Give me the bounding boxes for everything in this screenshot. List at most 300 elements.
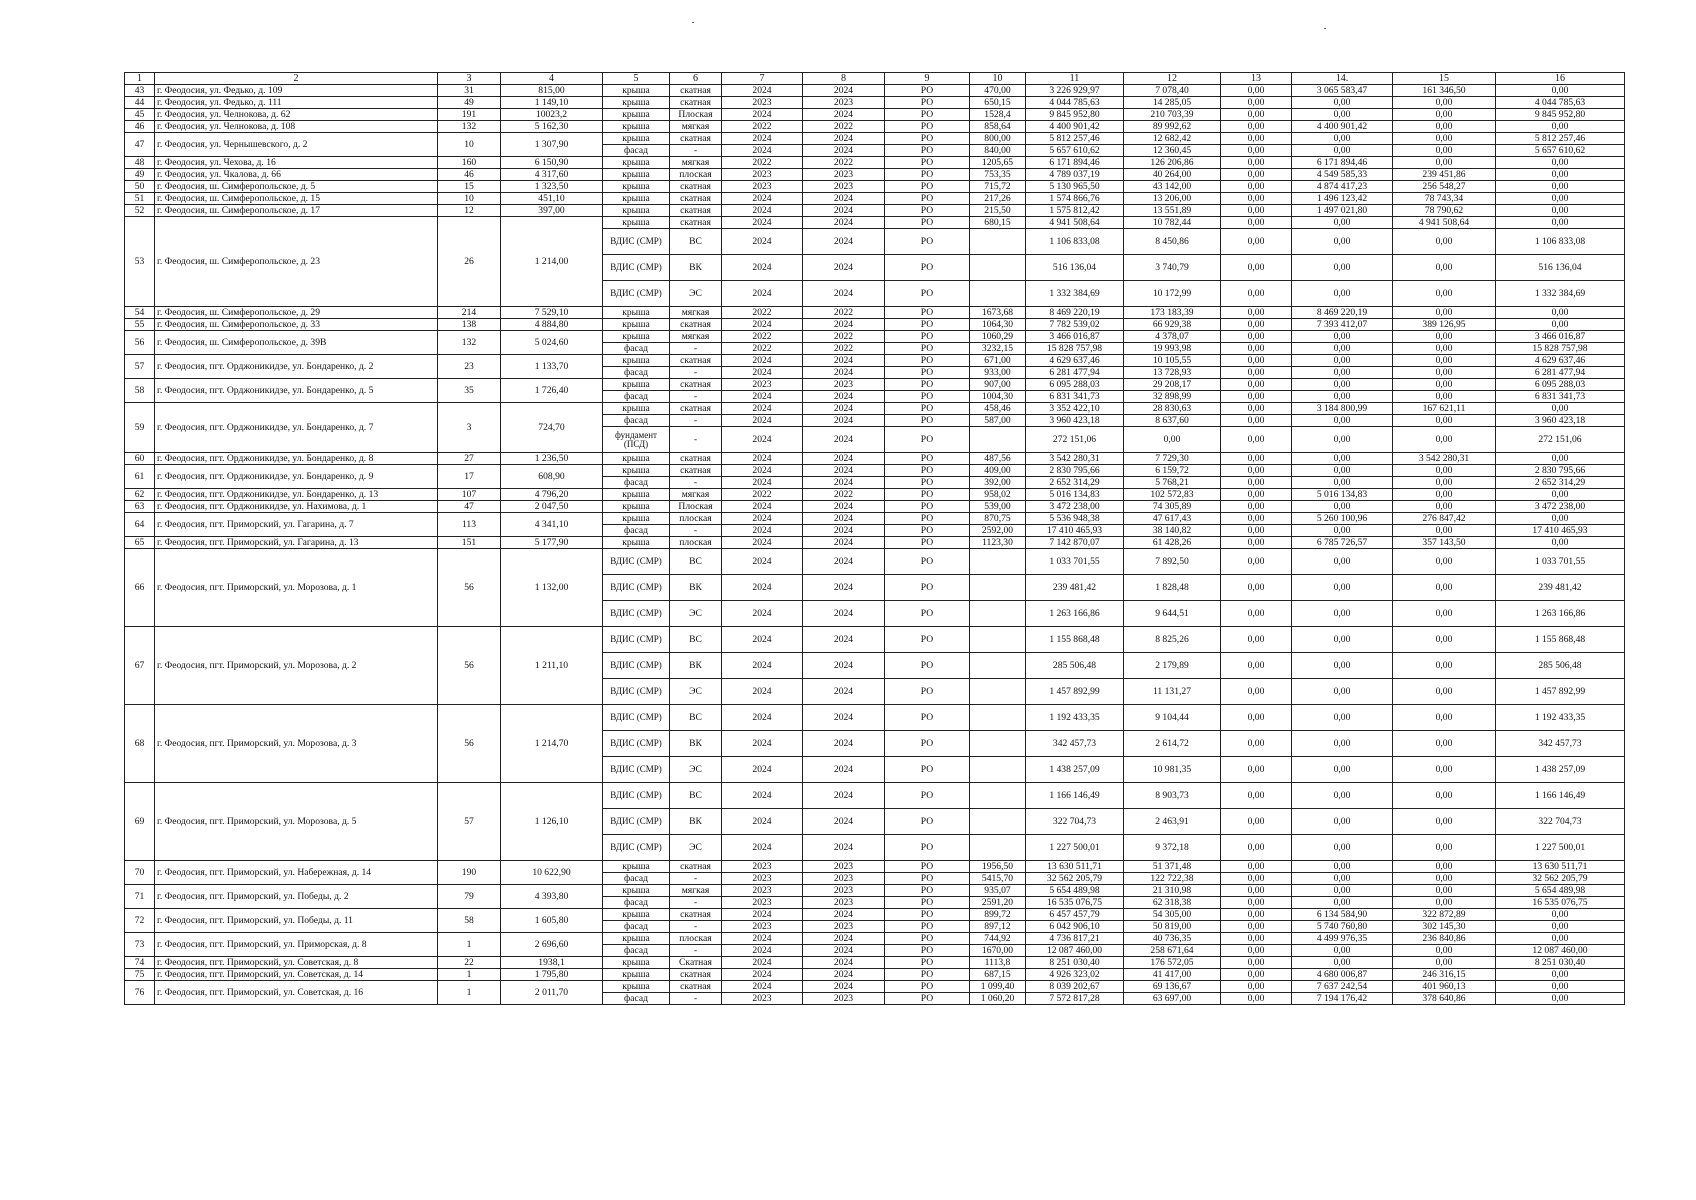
- fund-federal-cell: 0,00: [1221, 331, 1292, 343]
- table-row: [125, 783, 1625, 809]
- fund-owner-cell: 0,00: [1496, 981, 1625, 993]
- area-cell: 899,72: [970, 909, 1026, 921]
- year-start-cell: 2023: [722, 861, 803, 873]
- area-cell: 1673,68: [970, 307, 1026, 319]
- fund-federal-cell: 0,00: [1221, 307, 1292, 319]
- fund-local-cell: 302 145,30: [1393, 921, 1496, 933]
- area-cell: 671,00: [970, 355, 1026, 367]
- fund-owner-cell: 0,00: [1496, 307, 1625, 319]
- column-number-cell: 16: [1496, 73, 1625, 85]
- fund-owner-cell: 342 457,73: [1496, 731, 1625, 757]
- residents-cell: 12: [438, 205, 501, 217]
- cost-per-unit-cell: 8 450,86: [1124, 229, 1221, 255]
- fund-regional-cell: 0,00: [1292, 97, 1393, 109]
- row-number-cell: 67: [125, 627, 155, 705]
- total-cost-cell: 1 106 833,08: [1026, 229, 1124, 255]
- year-end-cell: 2022: [803, 343, 885, 355]
- residents-cell: 35: [438, 379, 501, 403]
- work-subtype-cell: скатная: [670, 193, 722, 205]
- area-cell: 1 060,20: [970, 993, 1026, 1005]
- address-cell: г. Феодосия, пгт. Приморский, ул. Советская, д. 8: [155, 957, 438, 969]
- year-end-cell: 2024: [803, 945, 885, 957]
- work-type-cell: ВДИС (СМР): [603, 281, 670, 307]
- work-subtype-cell: Плоская: [670, 109, 722, 121]
- area-cell: [970, 835, 1026, 861]
- work-subtype-cell: ВК: [670, 653, 722, 679]
- fund-federal-cell: 0,00: [1221, 415, 1292, 427]
- total-cost-cell: 4 926 323,02: [1026, 969, 1124, 981]
- fund-local-cell: 0,00: [1393, 281, 1496, 307]
- work-subtype-cell: мягкая: [670, 489, 722, 501]
- area-cell: 458,46: [970, 403, 1026, 415]
- fund-federal-cell: 0,00: [1221, 957, 1292, 969]
- fund-federal-cell: 0,00: [1221, 501, 1292, 513]
- area-cell: 587,00: [970, 415, 1026, 427]
- year-end-cell: 2024: [803, 601, 885, 627]
- fund-regional-cell: 7 393 412,07: [1292, 319, 1393, 331]
- table-row: [125, 205, 1625, 217]
- table-row: [125, 957, 1625, 969]
- cost-per-unit-cell: 7 729,30: [1124, 453, 1221, 465]
- year-end-cell: 2024: [803, 933, 885, 945]
- fund-regional-cell: 0,00: [1292, 453, 1393, 465]
- work-subtype-cell: ВС: [670, 549, 722, 575]
- year-start-cell: 2024: [722, 933, 803, 945]
- cost-per-unit-cell: 8 825,26: [1124, 627, 1221, 653]
- area-cell: 715,72: [970, 181, 1026, 193]
- year-start-cell: 2023: [722, 897, 803, 909]
- year-start-cell: 2024: [722, 133, 803, 145]
- column-number-cell: 5: [603, 73, 670, 85]
- residents-cell: 23: [438, 355, 501, 379]
- source-cell: РО: [885, 281, 970, 307]
- total-cost-cell: 1 575 812,42: [1026, 205, 1124, 217]
- row-number-cell: 74: [125, 957, 155, 969]
- address-cell: г. Феодосия, ш. Симферопольское, д. 17: [155, 205, 438, 217]
- work-subtype-cell: ВС: [670, 627, 722, 653]
- fund-local-cell: 0,00: [1393, 427, 1496, 453]
- work-type-cell: крыша: [603, 133, 670, 145]
- year-start-cell: 2024: [722, 945, 803, 957]
- building-area-cell: 1 132,00: [501, 549, 603, 627]
- year-end-cell: 2024: [803, 513, 885, 525]
- fund-local-cell: 78 743,34: [1393, 193, 1496, 205]
- work-subtype-cell: ВС: [670, 229, 722, 255]
- fund-owner-cell: 1 166 146,49: [1496, 783, 1625, 809]
- fund-owner-cell: 0,00: [1496, 537, 1625, 549]
- year-end-cell: 2024: [803, 969, 885, 981]
- fund-local-cell: 0,00: [1393, 121, 1496, 133]
- year-end-cell: 2023: [803, 379, 885, 391]
- source-cell: РО: [885, 957, 970, 969]
- fund-regional-cell: 0,00: [1292, 145, 1393, 157]
- work-type-cell: крыша: [603, 933, 670, 945]
- fund-regional-cell: 0,00: [1292, 465, 1393, 477]
- work-subtype-cell: -: [670, 367, 722, 379]
- source-cell: РО: [885, 513, 970, 525]
- fund-regional-cell: 0,00: [1292, 945, 1393, 957]
- work-type-cell: фасад: [603, 921, 670, 933]
- cost-per-unit-cell: 8 903,73: [1124, 783, 1221, 809]
- fund-federal-cell: 0,00: [1221, 477, 1292, 489]
- residents-cell: 17: [438, 465, 501, 489]
- fund-owner-cell: 0,00: [1496, 933, 1625, 945]
- total-cost-cell: 3 542 280,31: [1026, 453, 1124, 465]
- fund-local-cell: 0,00: [1393, 897, 1496, 909]
- work-type-cell: крыша: [603, 355, 670, 367]
- column-number-cell: 4: [501, 73, 603, 85]
- total-cost-cell: 6 831 341,73: [1026, 391, 1124, 403]
- fund-local-cell: 0,00: [1393, 255, 1496, 281]
- year-end-cell: 2023: [803, 993, 885, 1005]
- cost-per-unit-cell: 126 206,86: [1124, 157, 1221, 169]
- row-number-cell: 46: [125, 121, 155, 133]
- total-cost-cell: 32 562 205,79: [1026, 873, 1124, 885]
- address-cell: г. Феодосия, ул. Челнокова, д. 62: [155, 109, 438, 121]
- total-cost-cell: 13 630 511,71: [1026, 861, 1124, 873]
- year-start-cell: 2024: [722, 415, 803, 427]
- total-cost-cell: 12 087 460,00: [1026, 945, 1124, 957]
- column-number-cell: 15: [1393, 73, 1496, 85]
- work-type-cell: фундамент (ПСД): [603, 427, 670, 453]
- fund-federal-cell: 0,00: [1221, 403, 1292, 415]
- year-end-cell: 2022: [803, 157, 885, 169]
- source-cell: РО: [885, 193, 970, 205]
- cost-per-unit-cell: 40 264,00: [1124, 169, 1221, 181]
- total-cost-cell: 6 095 288,03: [1026, 379, 1124, 391]
- table-row: [125, 133, 1625, 145]
- address-cell: г. Феодосия, ш. Симферопольское, д. 39В: [155, 331, 438, 355]
- fund-regional-cell: 0,00: [1292, 783, 1393, 809]
- fund-local-cell: 0,00: [1393, 885, 1496, 897]
- address-cell: г. Феодосия, ул. Челнокова, д. 108: [155, 121, 438, 133]
- year-end-cell: 2024: [803, 705, 885, 731]
- year-start-cell: 2024: [722, 281, 803, 307]
- area-cell: 870,75: [970, 513, 1026, 525]
- year-start-cell: 2024: [722, 601, 803, 627]
- building-area-cell: 10 622,90: [501, 861, 603, 885]
- year-start-cell: 2024: [722, 193, 803, 205]
- work-type-cell: крыша: [603, 969, 670, 981]
- year-start-cell: 2022: [722, 307, 803, 319]
- source-cell: РО: [885, 465, 970, 477]
- year-start-cell: 2024: [722, 109, 803, 121]
- cost-per-unit-cell: 11 131,27: [1124, 679, 1221, 705]
- fund-owner-cell: 1 155 868,48: [1496, 627, 1625, 653]
- year-end-cell: 2023: [803, 921, 885, 933]
- cost-per-unit-cell: 47 617,43: [1124, 513, 1221, 525]
- total-cost-cell: 342 457,73: [1026, 731, 1124, 757]
- area-cell: 1528,4: [970, 109, 1026, 121]
- cost-per-unit-cell: 12 360,45: [1124, 145, 1221, 157]
- work-subtype-cell: скатная: [670, 465, 722, 477]
- fund-regional-cell: 0,00: [1292, 367, 1393, 379]
- year-end-cell: 2024: [803, 85, 885, 97]
- source-cell: РО: [885, 307, 970, 319]
- cost-per-unit-cell: 61 428,26: [1124, 537, 1221, 549]
- fund-federal-cell: 0,00: [1221, 97, 1292, 109]
- table-row: [125, 513, 1625, 525]
- address-cell: г. Феодосия, ул. Чехова, д. 16: [155, 157, 438, 169]
- cost-per-unit-cell: 66 929,38: [1124, 319, 1221, 331]
- fund-federal-cell: 0,00: [1221, 945, 1292, 957]
- cost-per-unit-cell: 41 417,00: [1124, 969, 1221, 981]
- fund-federal-cell: 0,00: [1221, 355, 1292, 367]
- cost-per-unit-cell: 5 768,21: [1124, 477, 1221, 489]
- address-cell: г. Феодосия, ул. Чернышевского, д. 2: [155, 133, 438, 157]
- table-row: [125, 705, 1625, 731]
- building-area-cell: 6 150,90: [501, 157, 603, 169]
- work-type-cell: крыша: [603, 307, 670, 319]
- fund-owner-cell: 1 332 384,69: [1496, 281, 1625, 307]
- work-subtype-cell: скатная: [670, 969, 722, 981]
- work-subtype-cell: -: [670, 415, 722, 427]
- fund-owner-cell: 0,00: [1496, 157, 1625, 169]
- year-end-cell: 2024: [803, 757, 885, 783]
- area-cell: 215,50: [970, 205, 1026, 217]
- fund-federal-cell: 0,00: [1221, 133, 1292, 145]
- row-number-cell: 72: [125, 909, 155, 933]
- year-start-cell: 2024: [722, 969, 803, 981]
- residents-cell: 56: [438, 549, 501, 627]
- source-cell: РО: [885, 343, 970, 355]
- source-cell: РО: [885, 145, 970, 157]
- residents-cell: 31: [438, 85, 501, 97]
- work-subtype-cell: -: [670, 343, 722, 355]
- fund-owner-cell: 285 506,48: [1496, 653, 1625, 679]
- work-subtype-cell: -: [670, 873, 722, 885]
- building-area-cell: 5 024,60: [501, 331, 603, 355]
- source-cell: РО: [885, 757, 970, 783]
- fund-federal-cell: 0,00: [1221, 549, 1292, 575]
- fund-local-cell: 378 640,86: [1393, 993, 1496, 1005]
- year-start-cell: 2024: [722, 465, 803, 477]
- cost-per-unit-cell: 10 105,55: [1124, 355, 1221, 367]
- fund-local-cell: 0,00: [1393, 157, 1496, 169]
- fund-owner-cell: 6 831 341,73: [1496, 391, 1625, 403]
- building-area-cell: 4 884,80: [501, 319, 603, 331]
- table-row: [125, 981, 1625, 993]
- fund-owner-cell: 1 457 892,99: [1496, 679, 1625, 705]
- total-cost-cell: 1 166 146,49: [1026, 783, 1124, 809]
- building-area-cell: 451,10: [501, 193, 603, 205]
- fund-regional-cell: 4 680 006,87: [1292, 969, 1393, 981]
- cost-per-unit-cell: 102 572,83: [1124, 489, 1221, 501]
- total-cost-cell: 5 657 610,62: [1026, 145, 1124, 157]
- residents-cell: 113: [438, 513, 501, 537]
- year-end-cell: 2024: [803, 783, 885, 809]
- year-start-cell: 2024: [722, 427, 803, 453]
- address-cell: г. Феодосия, ш. Симферопольское, д. 5: [155, 181, 438, 193]
- source-cell: РО: [885, 627, 970, 653]
- source-cell: РО: [885, 427, 970, 453]
- source-cell: РО: [885, 205, 970, 217]
- total-cost-cell: 4 736 817,21: [1026, 933, 1124, 945]
- column-number-cell: 10: [970, 73, 1026, 85]
- year-end-cell: 2024: [803, 367, 885, 379]
- area-cell: 3232,15: [970, 343, 1026, 355]
- year-start-cell: 2024: [722, 319, 803, 331]
- fund-local-cell: 0,00: [1393, 343, 1496, 355]
- fund-local-cell: 0,00: [1393, 391, 1496, 403]
- fund-regional-cell: 0,00: [1292, 601, 1393, 627]
- work-type-cell: крыша: [603, 379, 670, 391]
- fund-local-cell: 0,00: [1393, 783, 1496, 809]
- total-cost-cell: 9 845 952,80: [1026, 109, 1124, 121]
- fund-owner-cell: 8 251 030,40: [1496, 957, 1625, 969]
- year-start-cell: 2024: [722, 85, 803, 97]
- fund-regional-cell: 5 016 134,83: [1292, 489, 1393, 501]
- total-cost-cell: 5 536 948,38: [1026, 513, 1124, 525]
- area-cell: 1 099,40: [970, 981, 1026, 993]
- address-cell: г. Феодосия, пгт. Орджоникидзе, ул. Бондаренко, д. 7: [155, 403, 438, 453]
- total-cost-cell: 3 472 238,00: [1026, 501, 1124, 513]
- year-end-cell: 2024: [803, 809, 885, 835]
- fund-regional-cell: 0,00: [1292, 885, 1393, 897]
- fund-regional-cell: 4 549 585,33: [1292, 169, 1393, 181]
- fund-federal-cell: 0,00: [1221, 933, 1292, 945]
- work-subtype-cell: ЭС: [670, 679, 722, 705]
- year-end-cell: 2024: [803, 403, 885, 415]
- fund-owner-cell: 6 281 477,94: [1496, 367, 1625, 379]
- residents-cell: 58: [438, 909, 501, 933]
- source-cell: РО: [885, 403, 970, 415]
- total-cost-cell: 1 192 433,35: [1026, 705, 1124, 731]
- fund-federal-cell: 0,00: [1221, 705, 1292, 731]
- year-end-cell: 2023: [803, 885, 885, 897]
- work-subtype-cell: скатная: [670, 181, 722, 193]
- fund-local-cell: 0,00: [1393, 575, 1496, 601]
- row-number-cell: 59: [125, 403, 155, 453]
- table-row: [125, 861, 1625, 873]
- fund-local-cell: 0,00: [1393, 731, 1496, 757]
- fund-regional-cell: 0,00: [1292, 809, 1393, 835]
- year-end-cell: 2023: [803, 861, 885, 873]
- area-cell: 2591,20: [970, 897, 1026, 909]
- table-row: [125, 121, 1625, 133]
- source-cell: РО: [885, 319, 970, 331]
- table-row: [125, 307, 1625, 319]
- source-cell: РО: [885, 157, 970, 169]
- area-cell: 409,00: [970, 465, 1026, 477]
- source-cell: РО: [885, 415, 970, 427]
- building-area-cell: 1 236,50: [501, 453, 603, 465]
- column-number-cell: 12: [1124, 73, 1221, 85]
- work-type-cell: крыша: [603, 501, 670, 513]
- source-cell: РО: [885, 909, 970, 921]
- total-cost-cell: 4 044 785,63: [1026, 97, 1124, 109]
- work-subtype-cell: мягкая: [670, 157, 722, 169]
- table-row: [125, 489, 1625, 501]
- row-number-cell: 70: [125, 861, 155, 885]
- cost-per-unit-cell: 43 142,00: [1124, 181, 1221, 193]
- total-cost-cell: 1 574 866,76: [1026, 193, 1124, 205]
- fund-federal-cell: 0,00: [1221, 217, 1292, 229]
- fund-federal-cell: 0,00: [1221, 379, 1292, 391]
- fund-owner-cell: 0,00: [1496, 403, 1625, 415]
- row-number-cell: 45: [125, 109, 155, 121]
- work-subtype-cell: ВС: [670, 705, 722, 731]
- row-number-cell: 52: [125, 205, 155, 217]
- fund-local-cell: 0,00: [1393, 957, 1496, 969]
- cost-per-unit-cell: 9 644,51: [1124, 601, 1221, 627]
- row-number-cell: 57: [125, 355, 155, 379]
- source-cell: РО: [885, 809, 970, 835]
- work-type-cell: фасад: [603, 897, 670, 909]
- year-end-cell: 2024: [803, 193, 885, 205]
- address-cell: г. Феодосия, пгт. Орджоникидзе, ул. Бондаренко, д. 2: [155, 355, 438, 379]
- cost-per-unit-cell: 51 371,48: [1124, 861, 1221, 873]
- fund-regional-cell: 4 499 976,35: [1292, 933, 1393, 945]
- area-cell: 1123,30: [970, 537, 1026, 549]
- source-cell: РО: [885, 993, 970, 1005]
- row-number-cell: 65: [125, 537, 155, 549]
- fund-owner-cell: 2 830 795,66: [1496, 465, 1625, 477]
- source-cell: РО: [885, 121, 970, 133]
- residents-cell: 214: [438, 307, 501, 319]
- total-cost-cell: 2 830 795,66: [1026, 465, 1124, 477]
- area-cell: 539,00: [970, 501, 1026, 513]
- work-subtype-cell: Скатная: [670, 957, 722, 969]
- document-page: [124, 72, 1624, 1005]
- fund-owner-cell: 1 192 433,35: [1496, 705, 1625, 731]
- cost-per-unit-cell: 10 782,44: [1124, 217, 1221, 229]
- fund-local-cell: 401 960,13: [1393, 981, 1496, 993]
- fund-owner-cell: 3 466 016,87: [1496, 331, 1625, 343]
- fund-owner-cell: 17 410 465,93: [1496, 525, 1625, 537]
- area-cell: 800,00: [970, 133, 1026, 145]
- fund-federal-cell: 0,00: [1221, 783, 1292, 809]
- work-subtype-cell: ВС: [670, 783, 722, 809]
- work-type-cell: крыша: [603, 453, 670, 465]
- residents-cell: 3: [438, 403, 501, 453]
- residents-cell: 107: [438, 489, 501, 501]
- total-cost-cell: 3 226 929,97: [1026, 85, 1124, 97]
- table-row: [125, 331, 1625, 343]
- area-cell: 744,92: [970, 933, 1026, 945]
- source-cell: РО: [885, 897, 970, 909]
- work-type-cell: фасад: [603, 391, 670, 403]
- area-cell: 392,00: [970, 477, 1026, 489]
- fund-regional-cell: 1 496 123,42: [1292, 193, 1393, 205]
- year-start-cell: 2024: [722, 757, 803, 783]
- area-cell: [970, 427, 1026, 453]
- residents-cell: 132: [438, 121, 501, 133]
- year-start-cell: 2024: [722, 391, 803, 403]
- work-type-cell: крыша: [603, 981, 670, 993]
- cost-per-unit-cell: 0,00: [1124, 427, 1221, 453]
- cost-per-unit-cell: 13 728,93: [1124, 367, 1221, 379]
- year-start-cell: 2024: [722, 705, 803, 731]
- source-cell: РО: [885, 453, 970, 465]
- row-number-cell: 44: [125, 97, 155, 109]
- source-cell: РО: [885, 945, 970, 957]
- residents-cell: 191: [438, 109, 501, 121]
- year-end-cell: 2024: [803, 355, 885, 367]
- residents-cell: 10: [438, 193, 501, 205]
- work-type-cell: крыша: [603, 319, 670, 331]
- work-type-cell: крыша: [603, 403, 670, 415]
- fund-federal-cell: 0,00: [1221, 921, 1292, 933]
- area-cell: 687,15: [970, 969, 1026, 981]
- work-subtype-cell: мягкая: [670, 331, 722, 343]
- cost-per-unit-cell: 50 819,00: [1124, 921, 1221, 933]
- fund-owner-cell: 4 044 785,63: [1496, 97, 1625, 109]
- fund-local-cell: 0,00: [1393, 379, 1496, 391]
- fund-regional-cell: 0,00: [1292, 379, 1393, 391]
- cost-per-unit-cell: 210 703,39: [1124, 109, 1221, 121]
- row-number-cell: 60: [125, 453, 155, 465]
